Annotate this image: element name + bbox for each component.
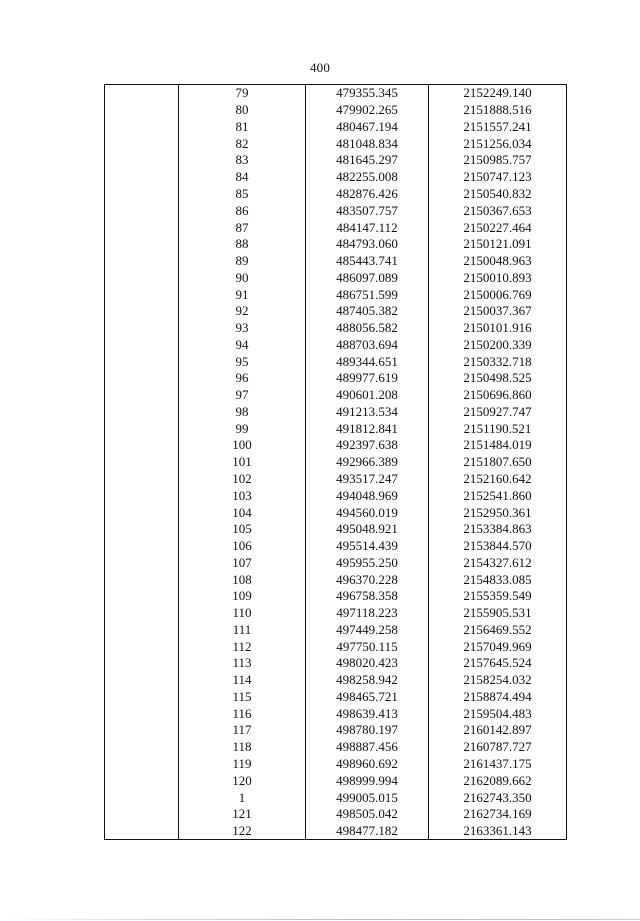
blank-cell — [105, 420, 179, 437]
point-number-cell: 89 — [179, 253, 306, 270]
point-number-cell: 113 — [179, 655, 306, 672]
point-number-cell: 120 — [179, 772, 306, 789]
point-number-cell: 118 — [179, 739, 306, 756]
point-number-cell: 94 — [179, 336, 306, 353]
table-row — [105, 135, 567, 152]
blank-cell — [105, 789, 179, 806]
blank-cell — [105, 655, 179, 672]
point-number-cell: 121 — [179, 806, 306, 823]
point-number-cell: 86 — [179, 202, 306, 219]
coordinates-table — [104, 84, 567, 840]
y-coordinate-cell: 2155359.549 — [429, 588, 567, 605]
page-bottom-edge — [0, 919, 640, 920]
point-number-cell: 93 — [179, 320, 306, 337]
blank-cell — [105, 588, 179, 605]
y-coordinate-cell: 2151484.019 — [429, 437, 567, 454]
table-row — [105, 554, 567, 571]
y-coordinate-cell: 2150927.747 — [429, 404, 567, 421]
blank-cell — [105, 739, 179, 756]
blank-cell — [105, 823, 179, 840]
blank-cell — [105, 186, 179, 203]
y-coordinate-cell: 2150006.769 — [429, 286, 567, 303]
blank-cell — [105, 269, 179, 286]
blank-cell — [105, 638, 179, 655]
table-row — [105, 471, 567, 488]
x-coordinate-cell: 494048.969 — [306, 487, 429, 504]
table-row — [105, 756, 567, 773]
point-number-cell: 122 — [179, 823, 306, 840]
y-coordinate-cell: 2154833.085 — [429, 571, 567, 588]
x-coordinate-cell: 497750.115 — [306, 638, 429, 655]
point-number-cell: 110 — [179, 605, 306, 622]
blank-cell — [105, 554, 179, 571]
table-row — [105, 655, 567, 672]
y-coordinate-cell: 2162743.350 — [429, 789, 567, 806]
table-row — [105, 622, 567, 639]
table-row — [105, 487, 567, 504]
x-coordinate-cell: 498465.721 — [306, 689, 429, 706]
x-coordinate-cell: 492966.389 — [306, 454, 429, 471]
x-coordinate-cell: 495514.439 — [306, 538, 429, 555]
x-coordinate-cell: 498780.197 — [306, 722, 429, 739]
point-number-cell: 90 — [179, 269, 306, 286]
point-number-cell: 108 — [179, 571, 306, 588]
point-number-cell: 97 — [179, 387, 306, 404]
x-coordinate-cell: 496370.228 — [306, 571, 429, 588]
y-coordinate-cell: 2160787.727 — [429, 739, 567, 756]
x-coordinate-cell: 489977.619 — [306, 370, 429, 387]
x-coordinate-cell: 481645.297 — [306, 152, 429, 169]
x-coordinate-cell: 491812.841 — [306, 420, 429, 437]
point-number-cell: 92 — [179, 303, 306, 320]
table-row — [105, 437, 567, 454]
table-row — [105, 605, 567, 622]
y-coordinate-cell: 2151807.650 — [429, 454, 567, 471]
table-row — [105, 504, 567, 521]
blank-cell — [105, 353, 179, 370]
point-number-cell: 83 — [179, 152, 306, 169]
blank-cell — [105, 404, 179, 421]
blank-cell — [105, 320, 179, 337]
point-number-cell: 100 — [179, 437, 306, 454]
blank-cell — [105, 286, 179, 303]
x-coordinate-cell: 488703.694 — [306, 336, 429, 353]
y-coordinate-cell: 2153844.570 — [429, 538, 567, 555]
blank-cell — [105, 454, 179, 471]
table-row — [105, 705, 567, 722]
point-number-cell: 107 — [179, 554, 306, 571]
table-row — [105, 119, 567, 136]
y-coordinate-cell: 2155905.531 — [429, 605, 567, 622]
point-number-cell: 79 — [179, 85, 306, 102]
blank-cell — [105, 722, 179, 739]
y-coordinate-cell: 2150101.916 — [429, 320, 567, 337]
table-row — [105, 454, 567, 471]
blank-cell — [105, 504, 179, 521]
blank-cell — [105, 102, 179, 119]
x-coordinate-cell: 485443.741 — [306, 253, 429, 270]
blank-cell — [105, 236, 179, 253]
blank-cell — [105, 705, 179, 722]
table-row — [105, 102, 567, 119]
table-row — [105, 169, 567, 186]
point-number-cell: 82 — [179, 135, 306, 152]
point-number-cell: 103 — [179, 487, 306, 504]
y-coordinate-cell: 2162734.169 — [429, 806, 567, 823]
blank-cell — [105, 253, 179, 270]
blank-cell — [105, 672, 179, 689]
y-coordinate-cell: 2150010.893 — [429, 269, 567, 286]
blank-cell — [105, 370, 179, 387]
x-coordinate-cell: 486751.599 — [306, 286, 429, 303]
table-row — [105, 85, 567, 102]
y-coordinate-cell: 2150985.757 — [429, 152, 567, 169]
x-coordinate-cell: 482255.008 — [306, 169, 429, 186]
y-coordinate-cell: 2158254.032 — [429, 672, 567, 689]
blank-cell — [105, 219, 179, 236]
x-coordinate-cell: 497118.223 — [306, 605, 429, 622]
y-coordinate-cell: 2150048.963 — [429, 253, 567, 270]
x-coordinate-cell: 487405.382 — [306, 303, 429, 320]
table-row — [105, 588, 567, 605]
table-row — [105, 772, 567, 789]
blank-cell — [105, 806, 179, 823]
table-row — [105, 353, 567, 370]
table-row — [105, 269, 567, 286]
y-coordinate-cell: 2152160.642 — [429, 471, 567, 488]
y-coordinate-cell: 2152950.361 — [429, 504, 567, 521]
x-coordinate-cell: 488056.582 — [306, 320, 429, 337]
table-row — [105, 538, 567, 555]
y-coordinate-cell: 2152541.860 — [429, 487, 567, 504]
point-number-cell: 95 — [179, 353, 306, 370]
blank-cell — [105, 571, 179, 588]
point-number-cell: 80 — [179, 102, 306, 119]
x-coordinate-cell: 498505.042 — [306, 806, 429, 823]
blank-cell — [105, 202, 179, 219]
y-coordinate-cell: 2150498.525 — [429, 370, 567, 387]
x-coordinate-cell: 483507.757 — [306, 202, 429, 219]
table-row — [105, 286, 567, 303]
point-number-cell: 1 — [179, 789, 306, 806]
table-row — [105, 253, 567, 270]
y-coordinate-cell: 2161437.175 — [429, 756, 567, 773]
x-coordinate-cell: 498960.692 — [306, 756, 429, 773]
table-row — [105, 336, 567, 353]
point-number-cell: 117 — [179, 722, 306, 739]
x-coordinate-cell: 497449.258 — [306, 622, 429, 639]
x-coordinate-cell: 484793.060 — [306, 236, 429, 253]
blank-cell — [105, 303, 179, 320]
blank-cell — [105, 119, 179, 136]
blank-cell — [105, 387, 179, 404]
x-coordinate-cell: 491213.534 — [306, 404, 429, 421]
x-coordinate-cell: 480467.194 — [306, 119, 429, 136]
point-number-cell: 115 — [179, 689, 306, 706]
table-row — [105, 152, 567, 169]
y-coordinate-cell: 2159504.483 — [429, 705, 567, 722]
x-coordinate-cell: 495048.921 — [306, 521, 429, 538]
y-coordinate-cell: 2163361.143 — [429, 823, 567, 840]
table-row — [105, 219, 567, 236]
blank-cell — [105, 135, 179, 152]
y-coordinate-cell: 2152249.140 — [429, 85, 567, 102]
y-coordinate-cell: 2160142.897 — [429, 722, 567, 739]
y-coordinate-cell: 2150227.464 — [429, 219, 567, 236]
blank-cell — [105, 169, 179, 186]
point-number-cell: 91 — [179, 286, 306, 303]
point-number-cell: 111 — [179, 622, 306, 639]
blank-cell — [105, 471, 179, 488]
x-coordinate-cell: 498258.942 — [306, 672, 429, 689]
x-coordinate-cell: 495955.250 — [306, 554, 429, 571]
y-coordinate-cell: 2151190.521 — [429, 420, 567, 437]
x-coordinate-cell: 498999.994 — [306, 772, 429, 789]
x-coordinate-cell: 499005.015 — [306, 789, 429, 806]
x-coordinate-cell: 481048.834 — [306, 135, 429, 152]
point-number-cell: 88 — [179, 236, 306, 253]
y-coordinate-cell: 2153384.863 — [429, 521, 567, 538]
y-coordinate-cell: 2151557.241 — [429, 119, 567, 136]
table-row — [105, 789, 567, 806]
table-row — [105, 571, 567, 588]
point-number-cell: 114 — [179, 672, 306, 689]
y-coordinate-cell: 2154327.612 — [429, 554, 567, 571]
table-row — [105, 722, 567, 739]
table-row — [105, 387, 567, 404]
blank-cell — [105, 689, 179, 706]
x-coordinate-cell: 494560.019 — [306, 504, 429, 521]
point-number-cell: 109 — [179, 588, 306, 605]
point-number-cell: 101 — [179, 454, 306, 471]
x-coordinate-cell: 479355.345 — [306, 85, 429, 102]
table-row — [105, 689, 567, 706]
y-coordinate-cell: 2157645.524 — [429, 655, 567, 672]
y-coordinate-cell: 2150367.653 — [429, 202, 567, 219]
point-number-cell: 84 — [179, 169, 306, 186]
y-coordinate-cell: 2150696.860 — [429, 387, 567, 404]
blank-cell — [105, 487, 179, 504]
table-row — [105, 823, 567, 840]
table-body — [105, 85, 567, 840]
y-coordinate-cell: 2151256.034 — [429, 135, 567, 152]
table-row — [105, 370, 567, 387]
blank-cell — [105, 622, 179, 639]
blank-cell — [105, 152, 179, 169]
point-number-cell: 112 — [179, 638, 306, 655]
point-number-cell: 85 — [179, 186, 306, 203]
y-coordinate-cell: 2150200.339 — [429, 336, 567, 353]
x-coordinate-cell: 492397.638 — [306, 437, 429, 454]
y-coordinate-cell: 2150037.367 — [429, 303, 567, 320]
point-number-cell: 116 — [179, 705, 306, 722]
x-coordinate-cell: 484147.112 — [306, 219, 429, 236]
y-coordinate-cell: 2150332.718 — [429, 353, 567, 370]
x-coordinate-cell: 498639.413 — [306, 705, 429, 722]
point-number-cell: 99 — [179, 420, 306, 437]
table-row — [105, 236, 567, 253]
x-coordinate-cell: 498477.182 — [306, 823, 429, 840]
point-number-cell: 81 — [179, 119, 306, 136]
y-coordinate-cell: 2157049.969 — [429, 638, 567, 655]
y-coordinate-cell: 2150747.123 — [429, 169, 567, 186]
y-coordinate-cell: 2156469.552 — [429, 622, 567, 639]
table-row — [105, 420, 567, 437]
table-row — [105, 806, 567, 823]
y-coordinate-cell: 2151888.516 — [429, 102, 567, 119]
blank-cell — [105, 772, 179, 789]
table-row — [105, 638, 567, 655]
page-number: 400 — [309, 60, 331, 75]
y-coordinate-cell: 2162089.662 — [429, 772, 567, 789]
blank-cell — [105, 437, 179, 454]
table-row — [105, 202, 567, 219]
point-number-cell: 119 — [179, 756, 306, 773]
x-coordinate-cell: 493517.247 — [306, 471, 429, 488]
y-coordinate-cell: 2150540.832 — [429, 186, 567, 203]
y-coordinate-cell: 2158874.494 — [429, 689, 567, 706]
x-coordinate-cell: 496758.358 — [306, 588, 429, 605]
table-row — [105, 320, 567, 337]
table-row — [105, 404, 567, 421]
point-number-cell: 106 — [179, 538, 306, 555]
x-coordinate-cell: 498887.456 — [306, 739, 429, 756]
blank-cell — [105, 85, 179, 102]
y-coordinate-cell: 2150121.091 — [429, 236, 567, 253]
point-number-cell: 87 — [179, 219, 306, 236]
blank-cell — [105, 756, 179, 773]
point-number-cell: 96 — [179, 370, 306, 387]
blank-cell — [105, 336, 179, 353]
blank-cell — [105, 538, 179, 555]
point-number-cell: 102 — [179, 471, 306, 488]
point-number-cell: 98 — [179, 404, 306, 421]
point-number-cell: 104 — [179, 504, 306, 521]
point-number-cell: 105 — [179, 521, 306, 538]
x-coordinate-cell: 482876.426 — [306, 186, 429, 203]
table-row — [105, 521, 567, 538]
table-row — [105, 303, 567, 320]
x-coordinate-cell: 490601.208 — [306, 387, 429, 404]
x-coordinate-cell: 486097.089 — [306, 269, 429, 286]
x-coordinate-cell: 498020.423 — [306, 655, 429, 672]
table-row — [105, 186, 567, 203]
blank-cell — [105, 521, 179, 538]
x-coordinate-cell: 479902.265 — [306, 102, 429, 119]
blank-cell — [105, 605, 179, 622]
table-row — [105, 672, 567, 689]
table-row — [105, 739, 567, 756]
x-coordinate-cell: 489344.651 — [306, 353, 429, 370]
